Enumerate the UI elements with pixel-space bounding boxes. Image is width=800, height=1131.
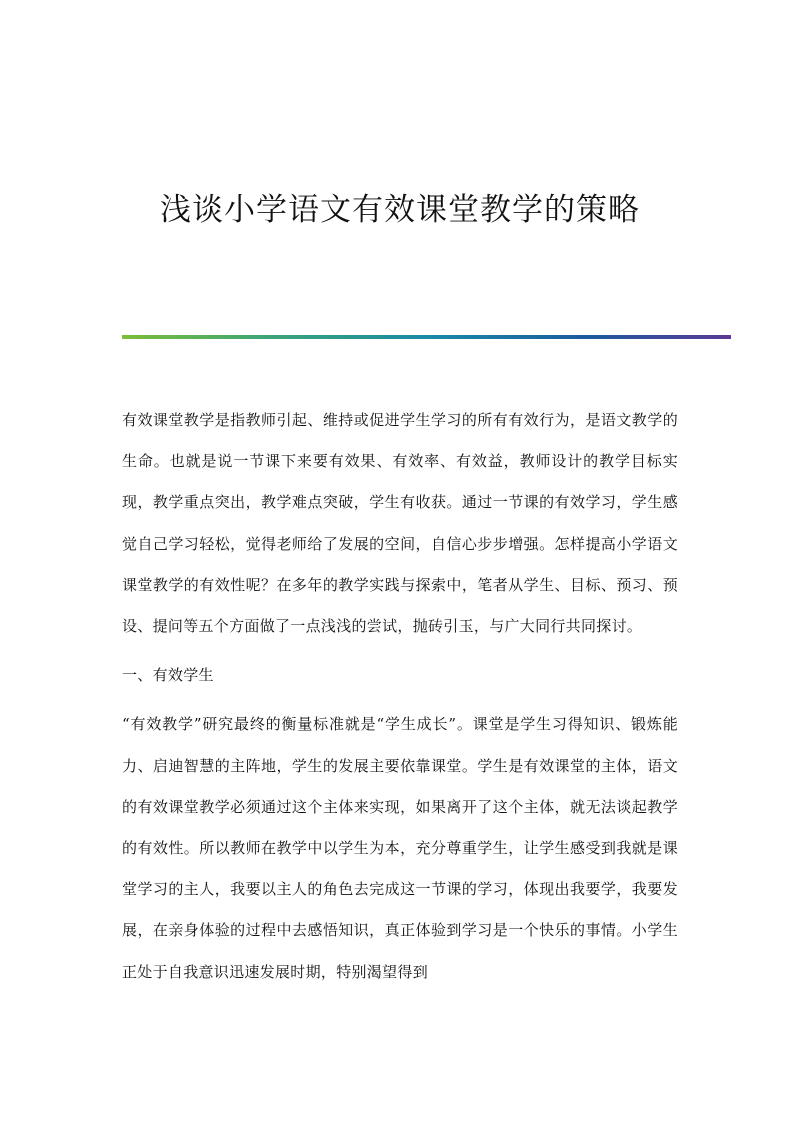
title-divider [122,335,731,339]
document-title: 浅谈小学语文有效课堂教学的策略 [160,192,640,228]
section-heading: 一、有效学生 [122,666,214,685]
document-body [122,400,678,1001]
paragraph-section-1: “有效教学”研究最终的衡量标准就是“学生成长”。课堂是学生习得知识、锻炼能力、启迪智慧的主阵地，学生的发展主要依靠课堂。学生是有效课堂的主体，语文的有效课堂教学必须通过这个主体来实现，如果离开了这个主体，就无法谈起教学的有效性。所以教师在教学中以学生为本，充分尊重学生，让学生感受到我就是课堂学习的主人，我要以主人的角色去完成这一节课的学习，体现出我要学，我要发展，在亲身体验的过程中去感悟知识，真正体验到学习是一个快乐的事情。小学生正处于自我意识迅速发展时期，特别渴望得到 [122,715,678,981]
paragraph-intro: 有效课堂教学是指教师引起、维持或促进学生学习的所有有效行为，是语文教学的生命。也就是说一节课下来要有效果、有效率、有效益，教师设计的教学目标实现，教学重点突出，教学难点突破，学生有收获。通过一节课的有效学习，学生感觉自己学习轻松，觉得老师给了发展的空间，自信心步步增强。怎样提高小学语文课堂教学的有效性呢？在多年的教学实践与探索中，笔者从学生、目标、预习、预设、提问等五个方面做了一点浅浅的尝试，抛砖引玉，与广大同行共同探讨。 [122,411,678,636]
